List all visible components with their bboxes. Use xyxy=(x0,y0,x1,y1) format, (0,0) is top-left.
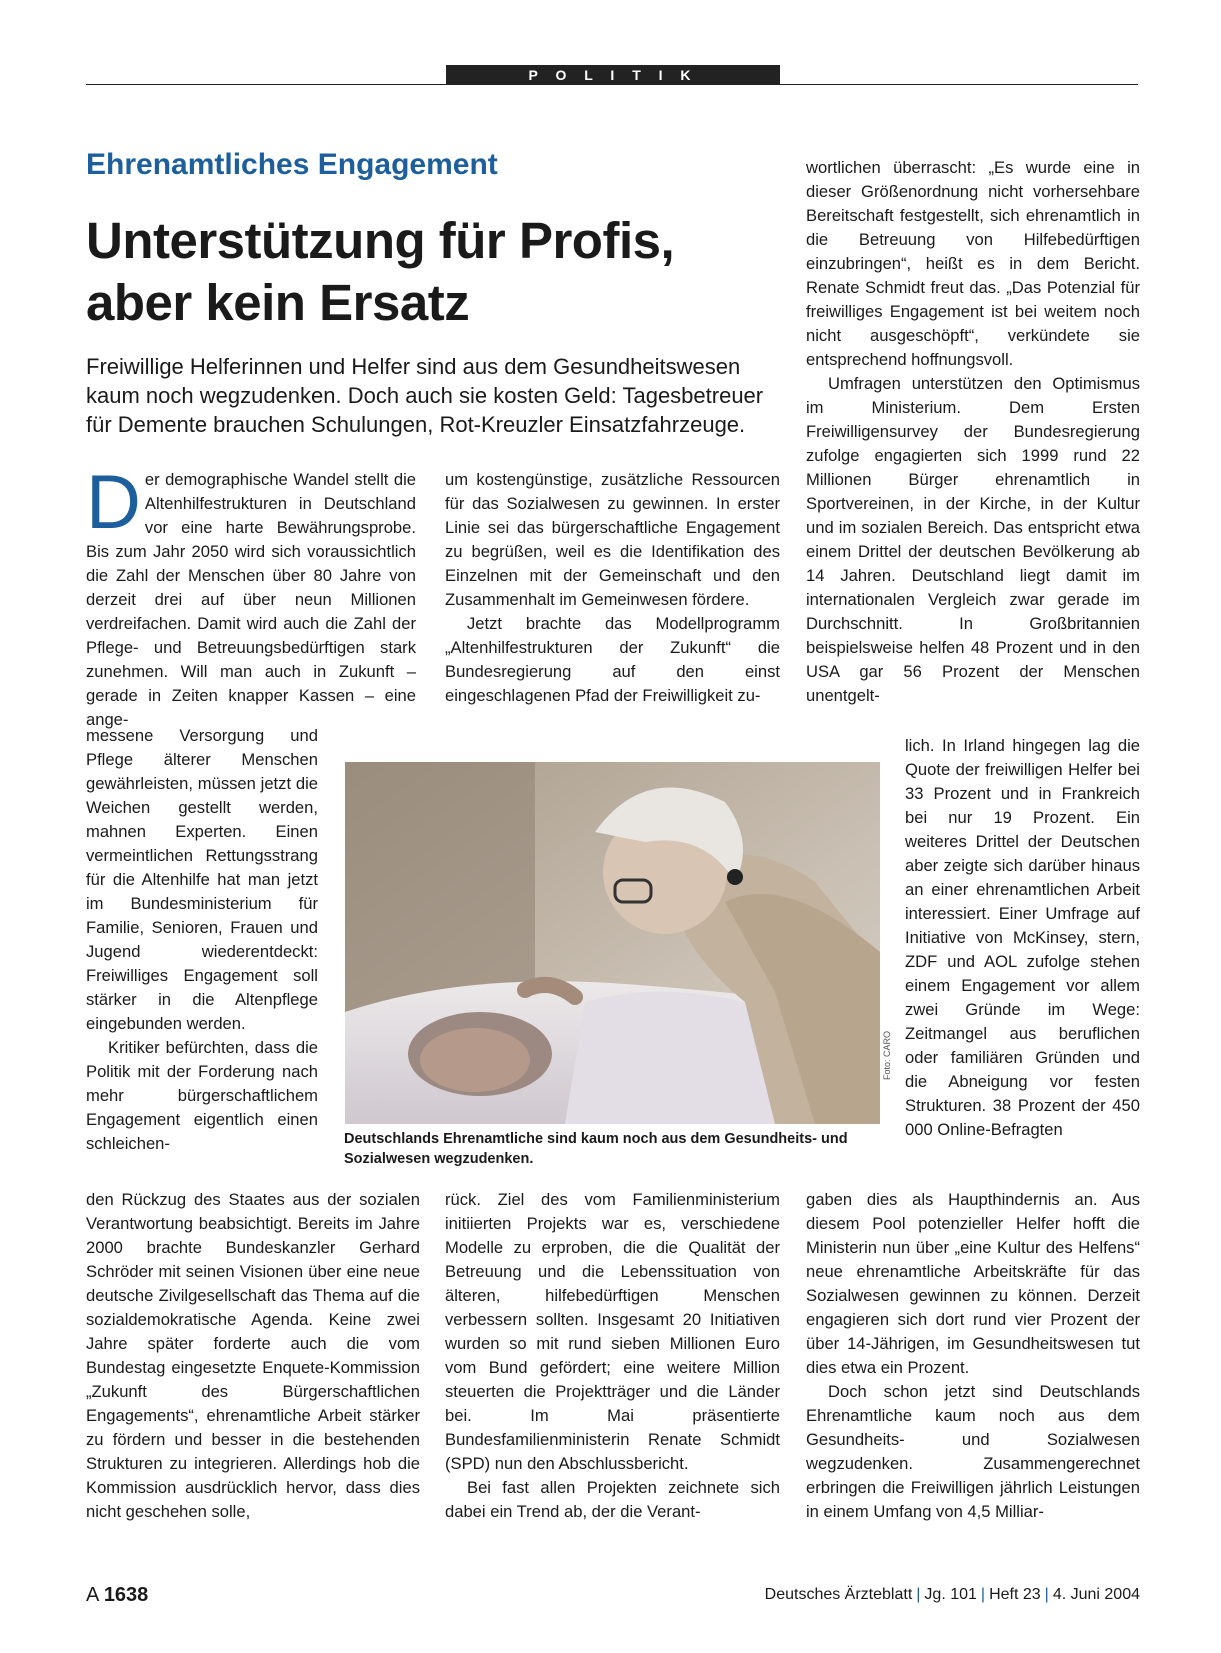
paragraph: Bei fast allen Projekten zeichnete sich dabei ein Trend ab, der die Verant- xyxy=(445,1478,780,1521)
journal-issue: Heft 23 xyxy=(989,1586,1041,1603)
drop-cap: D xyxy=(86,460,141,545)
photo-credit: Foto: CARO xyxy=(882,1030,892,1080)
journal-volume: Jg. 101 xyxy=(924,1586,977,1603)
article-lead: Freiwillige Helferinnen und Helfer sind aus dem Gesundheitswesen kaum noch wegzudenken. Doch auch sie kosten Geld: Tagesbetreuer für Demente brauchen Schulungen, Rot-Kreuzler Einsatzfahrzeuge. xyxy=(86,354,764,437)
paragraph: lich. In Irland hingegen lag die Quote der freiwilligen Helfer bei 33 Prozent und in Frankreich bei nur 19 Prozent. Ein weiteres Drittel der Deutschen aber zeigte sich darüber hinaus an einer ehrenamtlichen Arbeit interessiert. Einer Umfrage auf Initiative von McKinsey, stern, ZDF und AOL zufolge stehen einem Engagement vor allem zwei Gründe im Wege: Zeitmangel aus beruflichen oder familiären Gründen und die Abneigung vor festen Strukturen. 38 Prozent der 450 000 Online-Befragten xyxy=(905,736,1140,1139)
journal-date: 4. Juni 2004 xyxy=(1052,1586,1140,1603)
paragraph: Jetzt brachte das Modellprogramm „Altenhilfestrukturen der Zukunft“ die Bundesregierung auf den einst eingeschlagenen Pfad der Freiwilligkeit zu- xyxy=(445,614,780,705)
paragraph-text: er demographische Wandel stellt die Altenhilfestrukturen in Deutschland vor eine harte Bewährungsprobe. Bis zum Jahr 2050 wird sich voraussichtlich die Zahl der Menschen über 80 Jahre von derzeit drei auf über neun Millionen verdreifachen. Damit wird auch die Zahl der Pflege- und Betreuungsbedürftigen stark zunehmen. Will man auch in Zukunft – gerade in Zeiten knapper Kassen – eine ange- xyxy=(86,470,416,729)
headline-line-1: Unterstützung für Profis, xyxy=(86,212,675,269)
column-2-bottom xyxy=(445,1188,780,1524)
headline-line-2: aber kein Ersatz xyxy=(86,274,470,331)
journal-info xyxy=(765,1586,1140,1604)
column-1-top xyxy=(86,460,416,732)
paragraph: den Rückzug des Staates aus der sozialen Verantwortung beabsichtigt. Bereits im Jahre 2000 brachte Bundeskanzler Gerhard Schröder mit seinen Visionen über eine neue deutsche Zivilgesellschaft das Thema auf die sozialdemokratische Agenda. Keine zwei Jahre später forderte auch die vom Bundestag eingesetzte Enquete-Kommission „Zukunft des Bürgerschaftlichen Engagements“, ehrenamtliche Arbeit stärker zu fördern und besser in die bestehenden Strukturen zu integrieren. Allerdings hob die Kommission ausdrücklich hervor, dass dies nicht geschehen solle, xyxy=(86,1190,420,1521)
page-number-value: 1638 xyxy=(103,1584,149,1606)
column-3-wrap xyxy=(905,734,1140,1142)
paragraph: Umfragen unterstützen den Optimismus im Ministerium. Dem Ersten Freiwilligensurvey der Bundesregierung zufolge engagierten sich 1999 rund 22 Millionen Bürger ehrenamtlich in Sportvereinen, in der Kirche, in der Kultur und im sozialen Bereich. Das entspricht etwa einem Drittel der deutschen Bevölkerung ab 14 Jahren. Deutschland liegt damit im internationalen Vergleich zwar gerade im Durchschnitt. In Großbritannien beispielsweise helfen 48 Prozent und in den USA gar 56 Prozent der Menschen unentgelt- xyxy=(806,374,1140,705)
column-1-bottom xyxy=(86,1188,420,1524)
separator: | xyxy=(1044,1586,1049,1603)
section-label: P O L I T I K xyxy=(446,65,780,85)
paragraph: rück. Ziel des vom Familienministerium initiierten Projekts war es, verschiedene Modelle zu erproben, die die Qualität der Betreuung und die Lebenssituation von älteren, hilfebedürftigen Menschen verbessern sollten. Insgesamt 20 Initiativen wurden so mit rund sieben Millionen Euro vom Bund gefördert; eine weitere Million steuerten die Projektträger und die Länder bei. Im Mai präsentierte Bundesfamilienministerin Renate Schmidt (SPD) nun den Abschlussbericht. xyxy=(445,1190,780,1473)
column-1-wrap xyxy=(86,724,318,1156)
column-3-top xyxy=(806,156,1140,708)
separator: | xyxy=(916,1586,921,1603)
paragraph: messene Versorgung und Pflege älterer Menschen gewährleisten, müssen jetzt die Weichen gestellt werden, mahnen Experten. Einen vermeintlichen Rettungsstrang für die Altenhilfe hat man jetzt im Bundesministerium für Familie, Senioren, Frauen und Jugend wiederentdeckt: Freiwilliges Engagement soll stärker in die Altenpflege eingebunden werden. xyxy=(86,726,318,1033)
paragraph: um kostengünstige, zusätzliche Ressourcen für das Sozialwesen zu gewinnen. In erster Linie sei das bürgerschaftliche Engagement zu begrüßen, weil es die Identifikation des Einzelnen mit der Gemeinschaft und den Zusammenhalt im Gemeinwesen fördere. xyxy=(445,470,780,609)
paragraph: wortlichen überrascht: „Es wurde eine in dieser Größenordnung nicht vorhersehbare Bereitschaft festgestellt, sich ehrenamtlich in die Betreuung von Hilfebedürftigen einzubringen“, heißt es in dem Bericht. Renate Schmidt freut das. „Das Potenzial für freiwilliges Engagement ist bei weitem noch nicht ausgeschöpft“, verkündete sie entsprechend hoffnungsvoll. xyxy=(806,158,1140,369)
article-photo xyxy=(345,762,880,1124)
page-prefix: A xyxy=(86,1584,99,1606)
photo-caption: Deutschlands Ehrenamtliche sind kaum noch aus dem Gesundheits- und Sozialwesen wegzudenken. xyxy=(344,1131,848,1167)
paragraph xyxy=(86,460,416,732)
paragraph: Doch schon jetzt sind Deutschlands Ehrenamtliche kaum noch aus dem Gesundheits- und Sozialwesen wegzudenken. Zusammengerechnet erbringen die Freiwilligen jährlich Leistungen in einem Umfang von 4,5 Milliar- xyxy=(806,1382,1140,1521)
page-number xyxy=(86,1584,148,1607)
column-2-top xyxy=(445,468,780,708)
article-headline xyxy=(86,210,766,334)
journal-name: Deutsches Ärzteblatt xyxy=(764,1586,913,1603)
photo-illustration xyxy=(345,762,880,1124)
column-3-bottom xyxy=(806,1188,1140,1524)
separator: | xyxy=(980,1586,986,1603)
paragraph: gaben dies als Haupthindernis an. Aus diesem Pool potenzieller Helfer hofft die Ministerin nun über „eine Kultur des Helfens“ neue ehrenamtliche Arbeitskräfte für das Sozialwesen gewinnen zu können. Derzeit engagieren sich dort rund vier Prozent der über 14-Jährigen, im Gesundheitswesen tut dies etwa ein Prozent. xyxy=(806,1190,1140,1377)
article-kicker: Ehrenamtliches Engagement xyxy=(86,148,498,181)
paragraph: Kritiker befürchten, dass die Politik mit der Forderung nach mehr bürgerschaftlichem Engagement eigentlich einen schleichen- xyxy=(86,1038,318,1153)
